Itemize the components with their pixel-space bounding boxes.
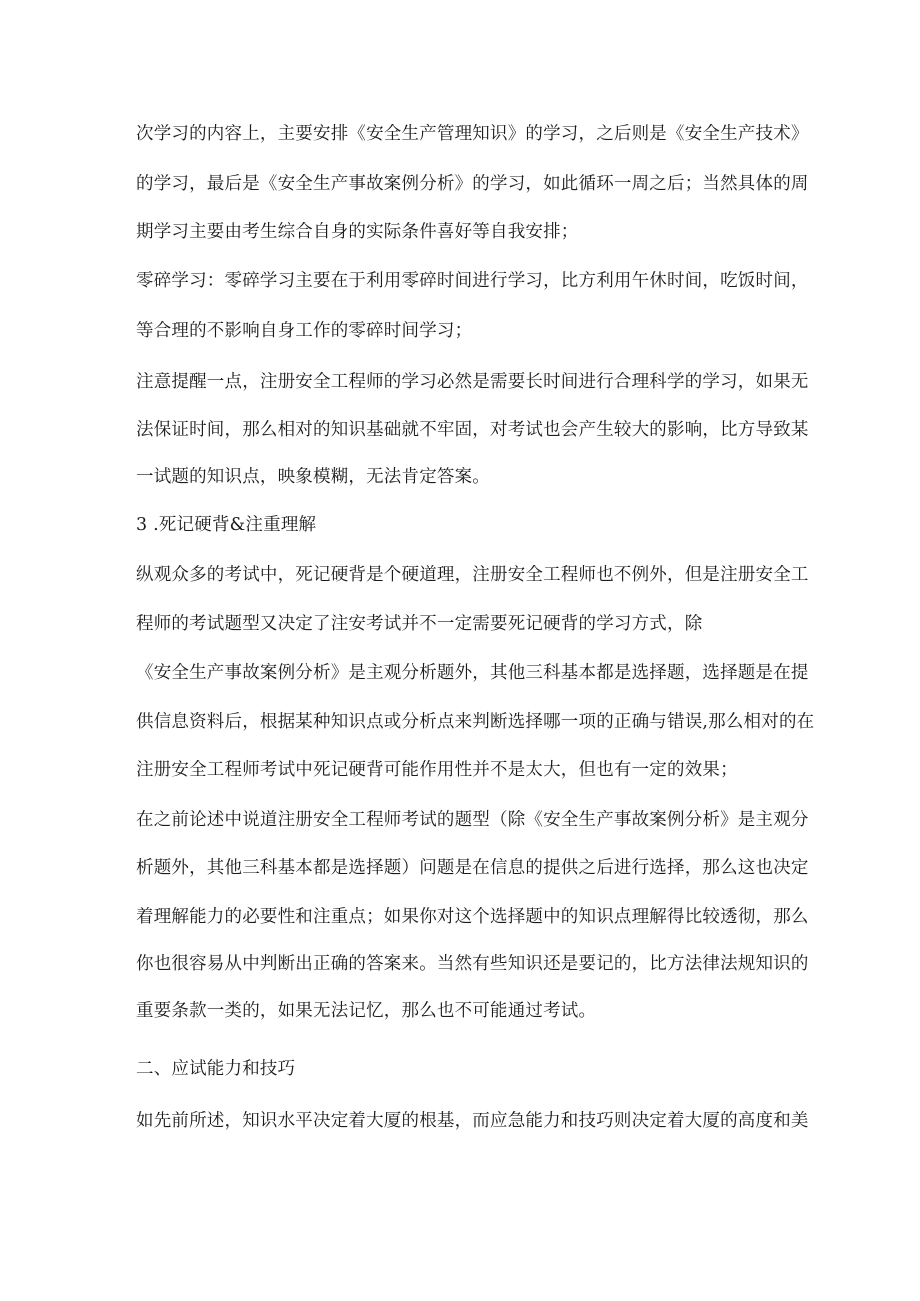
section-heading: 3 .死记硬背&注重理解 bbox=[136, 515, 317, 535]
text-line: 在之前论述中说道注册安全工程师考试的题型（除《安全生产事故案例分析》是主观分 bbox=[136, 810, 809, 830]
text-line: 注册安全工程师考试中死记硬背可能作用性并不是太大，但也有一定的效果； bbox=[136, 760, 738, 780]
text-line: 的学习，最后是《安全生产事故案例分析》的学习，如此循环一周之后；当然具体的周 bbox=[136, 174, 809, 194]
text-line: 零碎学习：零碎学习主要在于利用零碎时间进行学习，比方利用午休时间，吃饭时间， bbox=[136, 271, 809, 291]
text-line: 重要条款一类的，如果无法记忆，那么也不可能通过考试。 bbox=[136, 1001, 597, 1021]
text-line: 次学习的内容上，主要安排《安全生产管理知识》的学习，之后则是《安全生产技术》 bbox=[136, 124, 809, 144]
section-heading: 二、应试能力和技巧 bbox=[136, 1059, 296, 1079]
text-line: 等合理的不影响自身工作的零碎时间学习； bbox=[136, 321, 473, 341]
text-line: 析题外，其他三科基本都是选择题）问题是在信息的提供之后进行选择，那么这也决定 bbox=[136, 858, 809, 878]
text-line: 你也很容易从中判断出正确的答案来。当然有些知识还是要记的，比方法律法规知识的 bbox=[136, 954, 809, 974]
text-line: 纵观众多的考试中，死记硬背是个硬道理，注册安全工程师也不例外，但是注册安全工 bbox=[136, 565, 809, 585]
text-line: 《安全生产事故案例分析》是主观分析题外，其他三科基本都是选择题，选择题是在提 bbox=[136, 663, 809, 683]
text-line: 注意提醒一点，注册安全工程师的学习必然是需要长时间进行合理科学的学习，如果无 bbox=[136, 372, 809, 392]
text-line: 着理解能力的必要性和注重点；如果你对这个选择题中的知识点理解得比较透彻，那么 bbox=[136, 907, 809, 927]
text-line: 一试题的知识点，映象模糊，无法肯定答案。 bbox=[136, 467, 490, 487]
text-line: 供信息资料后，根据某种知识点或分析点来判断选择哪一项的正确与错误,那么相对的在 bbox=[136, 712, 815, 732]
text-line: 程师的考试题型又决定了注安考试并不一定需要死记硬背的学习方式，除 bbox=[136, 614, 703, 634]
text-line: 法保证时间，那么相对的知识基础就不牢固，对考试也会产生较大的影响，比方导致某 bbox=[136, 420, 809, 440]
text-line: 期学习主要由考生综合自身的实际条件喜好等自我安排； bbox=[136, 222, 579, 242]
text-line: 如先前所述，知识水平决定着大厦的根基，而应急能力和技巧则决定着大厦的高度和美 bbox=[136, 1111, 809, 1131]
